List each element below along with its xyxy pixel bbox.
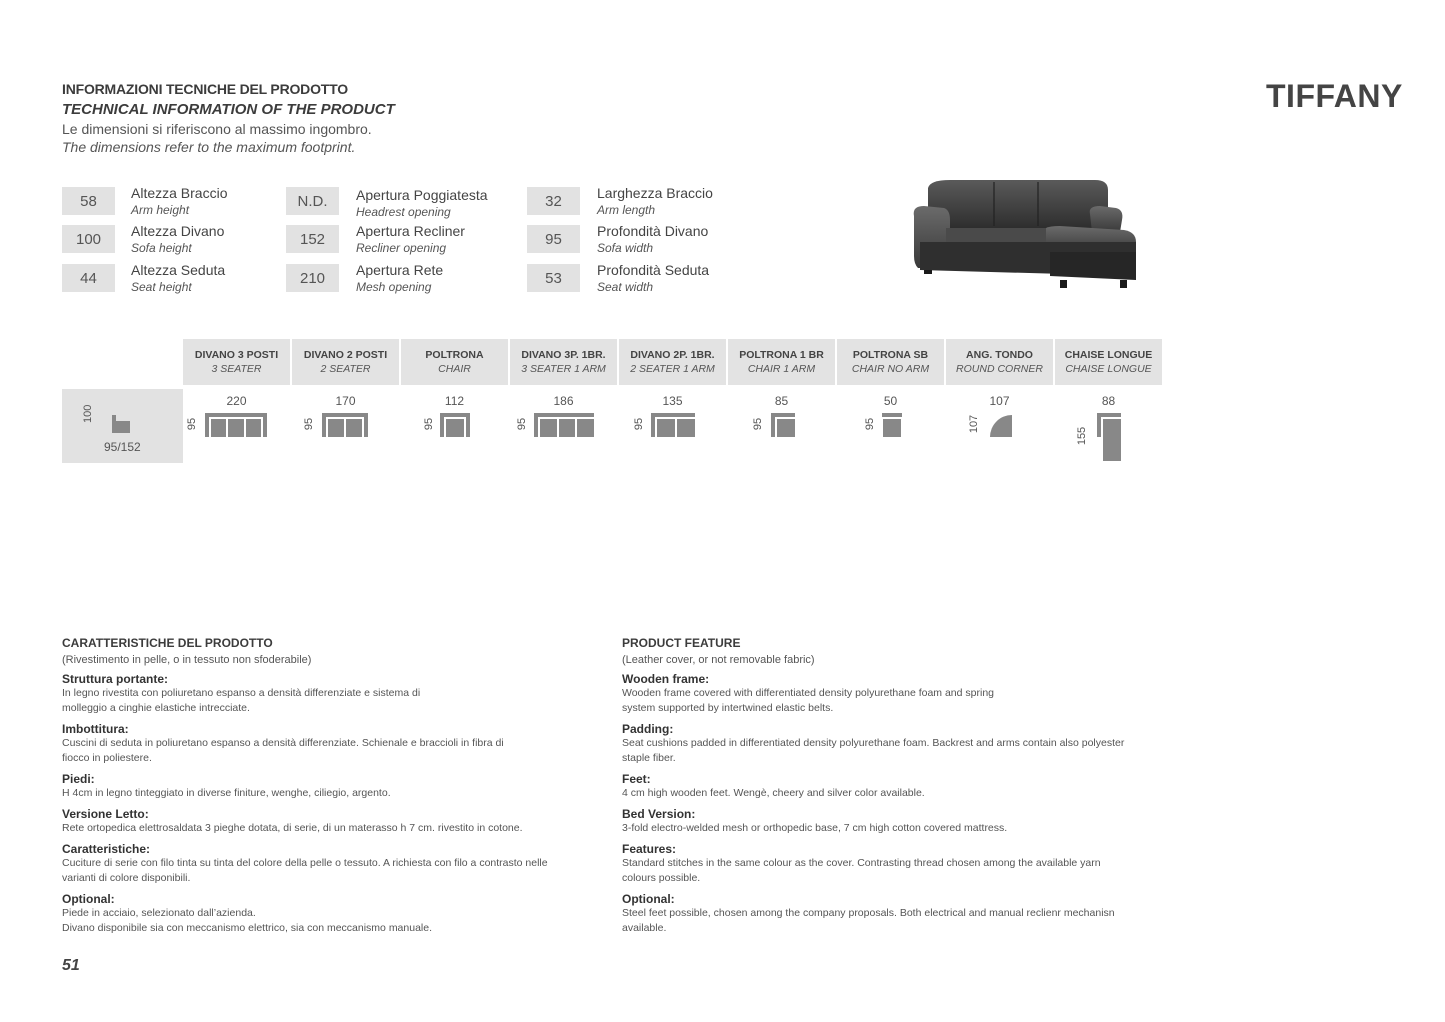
spec-value: 32: [527, 187, 580, 215]
feature-line: staple fiber.: [622, 752, 676, 764]
column-header-it: DIVANO 3P. 1BR.: [521, 349, 606, 361]
feature-line: molleggio a cinghie elastiche intrecciate.: [62, 702, 250, 714]
module-depth: 95: [752, 417, 765, 431]
spec-label-it: Altezza Braccio: [131, 185, 228, 201]
features-english: [622, 636, 1142, 936]
module-width: 88: [1101, 394, 1116, 408]
feature-line: Rete ortopedica elettrosaldata 3 pieghe dotata, di serie, di un materasso h 7 cm. rivestito in cotone.: [62, 822, 523, 834]
spec-label-it: Apertura Rete: [356, 262, 444, 278]
title-italian: INFORMAZIONI TECNICHE DEL PRODOTTO: [62, 81, 348, 97]
feature-line: colours possible.: [622, 872, 701, 884]
feature-heading: Piedi:: [62, 772, 95, 786]
module-depth: 95: [423, 417, 436, 431]
three-seater-icon: [205, 413, 267, 439]
feature-line: available.: [622, 922, 667, 934]
column-header-it: POLTRONA: [425, 349, 484, 361]
column-header: [183, 339, 290, 385]
feature-line: Piede in acciaio, selezionato dall’azienda.: [62, 907, 256, 919]
column-header: [510, 339, 617, 385]
column-header-en: CHAIR 1 ARM: [747, 363, 816, 375]
sofa-side-profile-icon: [110, 413, 134, 439]
module-depth: 107: [968, 414, 981, 434]
feature-line: Steel feet possible, chosen among the company proposals. Both electrical and manual reclienr mechanisn: [622, 907, 1115, 919]
spec-label-it: Profondità Seduta: [597, 262, 710, 278]
feature-heading: Bed Version:: [622, 807, 696, 821]
spec-label-it: Altezza Seduta: [131, 262, 226, 278]
module-width: 50: [883, 394, 898, 408]
spec-label-en: Sofa width: [597, 241, 654, 255]
module-depth: 95: [186, 417, 199, 431]
column-header-en: CHAISE LONGUE: [1065, 363, 1152, 375]
feature-line: system supported by intertwined elastic belts.: [622, 702, 834, 714]
spec-label-en: Recliner opening: [356, 241, 447, 255]
feature-line: Divano disponibile sia con meccanismo elettrico, sia con meccanismo manuale.: [62, 922, 433, 934]
feature-heading: Wooden frame:: [622, 672, 710, 686]
module-depth: 95: [516, 417, 529, 431]
spec-value: 58: [62, 187, 115, 215]
column-header-en: CHAIR NO ARM: [851, 363, 930, 375]
column-header: [619, 339, 726, 385]
feature-heading: Optional:: [622, 892, 675, 906]
spec-value: 210: [286, 264, 339, 292]
spec-label-en: Arm height: [131, 203, 190, 217]
spec-value: 100: [62, 225, 115, 253]
module-depth: 95: [303, 417, 316, 431]
feature-heading: Struttura portante:: [62, 672, 168, 686]
column-header: [837, 339, 944, 385]
module-width: 107: [989, 394, 1010, 408]
column-header-it: POLTRONA 1 BR: [739, 349, 824, 361]
profile-depth: 95/152: [104, 440, 141, 454]
spec-label-en: Sofa height: [131, 241, 192, 255]
feature-heading: Imbottitura:: [62, 722, 129, 736]
feature-heading: Feet:: [622, 772, 651, 786]
column-header-it: DIVANO 2 POSTI: [303, 349, 388, 361]
feature-line: Cuscini di seduta in poliuretano espanso a densità differenziate. Schienale e braccioli in fibra di: [62, 737, 504, 749]
spec-value: 95: [527, 225, 580, 253]
module-width: 135: [662, 394, 683, 408]
profile-height: 100: [82, 404, 94, 423]
spec-value: N.D.: [286, 187, 339, 215]
column-header: [946, 339, 1053, 385]
feature-heading: Optional:: [62, 892, 115, 906]
module-depth: 155: [1076, 426, 1089, 446]
spec-label-it: Apertura Poggiatesta: [356, 187, 488, 203]
chaise-longue-icon: [1097, 413, 1123, 463]
spec-label-it: Altezza Divano: [131, 223, 225, 239]
column-header-it: DIVANO 2P. 1BR.: [630, 349, 715, 361]
spec-value: 44: [62, 264, 115, 292]
feature-line: Wooden frame covered with differentiated density polyurethane foam and spring: [622, 687, 995, 699]
module-width: 186: [553, 394, 574, 408]
chair-one-arm-icon: [771, 413, 795, 439]
feature-line: 4 cm high wooden feet. Wengè, cheery and silver color available.: [622, 787, 925, 799]
column-header: [401, 339, 508, 385]
feature-heading: Features:: [622, 842, 677, 856]
features-title: PRODUCT FEATURE: [622, 636, 741, 650]
module-width: 170: [335, 394, 356, 408]
chair-icon: [440, 413, 470, 439]
subtitle-english: The dimensions refer to the maximum footprint.: [62, 139, 356, 155]
spec-value: 53: [527, 264, 580, 292]
feature-heading: Versione Letto:: [62, 807, 149, 821]
spec-label-en: Arm length: [597, 203, 656, 217]
title-english: TECHNICAL INFORMATION OF THE PRODUCT: [62, 101, 395, 118]
spec-label-it: Profondità Divano: [597, 223, 709, 239]
module-width: 112: [444, 394, 465, 408]
subtitle-italian: Le dimensioni si riferiscono al massimo ingombro.: [62, 121, 372, 137]
column-header-it: POLTRONA SB: [852, 349, 929, 361]
spec-label-it: Apertura Recliner: [356, 223, 465, 239]
column-header-en: ROUND CORNER: [956, 363, 1043, 375]
column-header: [292, 339, 399, 385]
features-note: (Rivestimento in pelle, o in tessuto non sfoderabile): [62, 654, 312, 666]
profile-cell: [62, 389, 183, 463]
feature-line: Seat cushions padded in differentiated density polyurethane foam. Backrest and arms contain also polyester: [622, 737, 1125, 749]
spec-label-en: Seat height: [131, 280, 192, 294]
feature-line: Cuciture di serie con filo tinta su tinta del colore della pelle o tessuto. A richiesta con filo a contrasto nelle: [62, 857, 548, 869]
column-header: [728, 339, 835, 385]
feature-line: varianti di colore disponibili.: [62, 872, 191, 884]
column-header: [1055, 339, 1162, 385]
column-header-it: CHAISE LONGUE: [1064, 349, 1153, 361]
module-width: 85: [774, 394, 789, 408]
module-depth: 95: [633, 417, 646, 431]
feature-line: Standard stitches in the same colour as the cover. Contrasting thread chosen among the available yarn: [622, 857, 1101, 869]
column-header-en: 2 SEATER 1 ARM: [630, 363, 715, 375]
sofa-product-image: [910, 176, 1142, 292]
feature-line: H 4cm in legno tinteggiato in diverse finiture, wenghe, ciliegio, argento.: [62, 787, 391, 799]
column-header-en: 3 SEATER 1 ARM: [521, 363, 606, 375]
features-note: (Leather cover, or not removable fabric): [622, 654, 815, 666]
feature-line: fiocco in poliestere.: [62, 752, 152, 764]
column-header-it: DIVANO 3 POSTI: [194, 349, 279, 361]
spec-label-en: Headrest opening: [356, 205, 451, 219]
page-number: 51: [62, 957, 80, 974]
module-depth: 95: [864, 417, 877, 431]
features-title: CARATTERISTICHE DEL PRODOTTO: [62, 636, 273, 650]
spec-label-it: Larghezza Braccio: [597, 185, 713, 201]
product-name: TIFFANY: [1266, 78, 1403, 114]
feature-heading: Caratteristiche:: [62, 842, 151, 856]
feature-line: In legno rivestita con poliuretano espanso a densità differenziate e sistema di: [62, 687, 421, 699]
column-header-en: CHAIR: [438, 363, 471, 375]
spec-label-en: Seat width: [597, 280, 654, 294]
column-header-en: 3 SEATER: [211, 363, 262, 375]
feature-line: 3-fold electro-welded mesh or orthopedic base, 7 cm high cotton covered mattress.: [622, 822, 1008, 834]
features-italian: [62, 636, 582, 936]
spec-label-en: Mesh opening: [356, 280, 432, 294]
two-seater-icon: [322, 413, 368, 439]
chair-no-arm-icon: [882, 413, 902, 439]
feature-heading: Padding:: [622, 722, 674, 736]
module-width: 220: [226, 394, 247, 408]
round-corner-icon: [988, 413, 1014, 439]
column-header-en: 2 SEATER: [320, 363, 371, 375]
two-seater-one-arm-icon: [651, 413, 695, 439]
spec-value: 152: [286, 225, 339, 253]
column-header-it: ANG. TONDO: [966, 349, 1033, 361]
three-seater-one-arm-icon: [534, 413, 594, 439]
